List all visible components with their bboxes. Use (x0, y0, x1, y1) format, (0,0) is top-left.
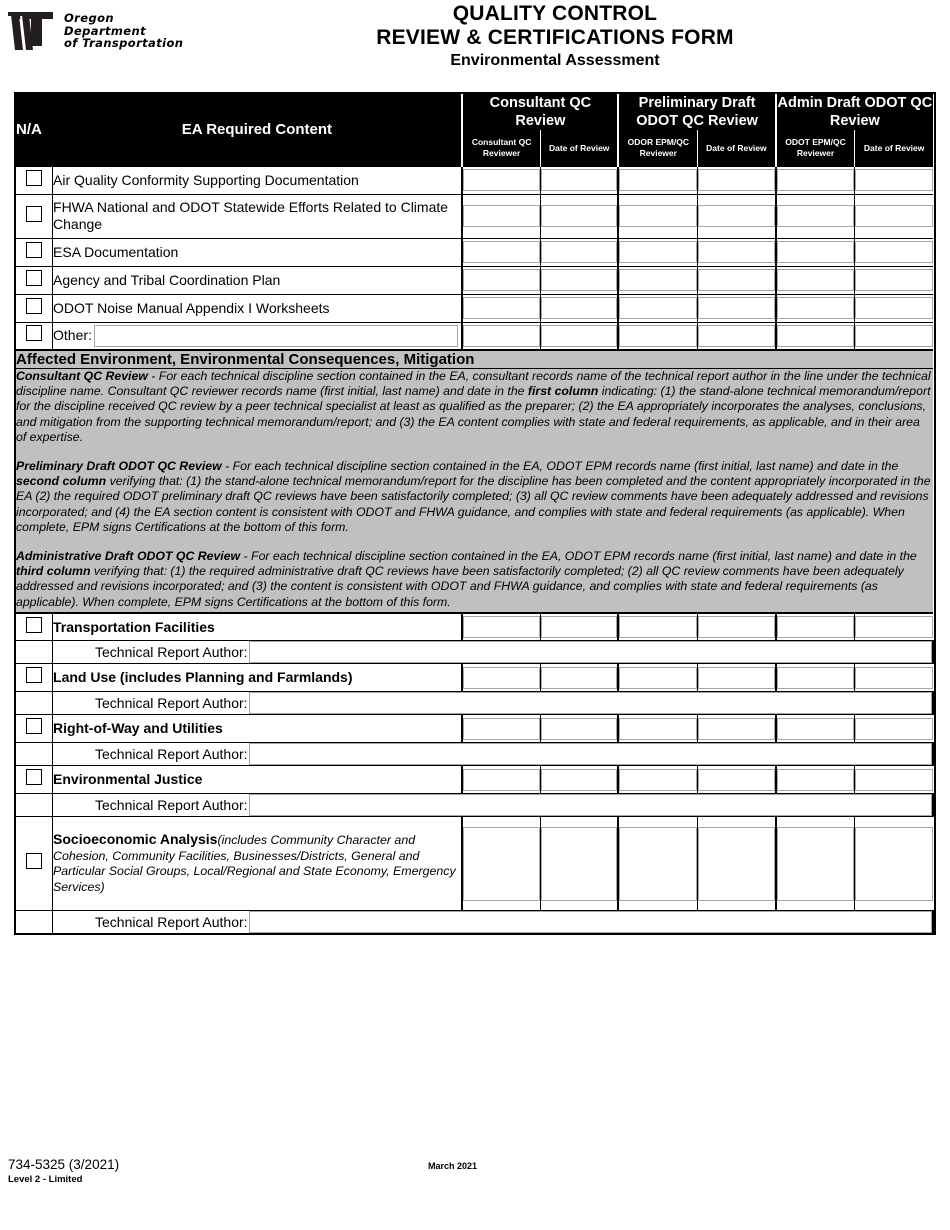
admin-date-cell[interactable] (855, 715, 933, 743)
admin-reviewer-input[interactable] (777, 325, 855, 347)
odot-logo (6, 6, 183, 56)
content-label: Agency and Tribal Coordination Plan (53, 266, 463, 294)
technical-report-author-input[interactable] (249, 692, 932, 714)
header-group-admin-draft-odot-qc-review: Admin Draft ODOT QC Review (777, 95, 933, 129)
prelim-reviewer-cell[interactable] (618, 766, 697, 794)
consultant-date-cell[interactable] (540, 166, 618, 194)
na-checkbox-cell[interactable] (16, 294, 53, 322)
prelim-reviewer-cell[interactable] (618, 294, 697, 322)
admin-date-cell[interactable] (855, 294, 933, 322)
na-checkbox[interactable] (26, 667, 42, 683)
prelim-date-cell[interactable] (698, 294, 776, 322)
content-label: Air Quality Conformity Supporting Documentation (53, 166, 463, 194)
consultant-date-cell[interactable] (540, 266, 618, 294)
other-label: Other: (53, 327, 92, 344)
prelim-reviewer-cell[interactable] (618, 266, 697, 294)
consultant-date-cell[interactable] (540, 194, 618, 238)
technical-report-author-cell (53, 911, 933, 934)
admin-reviewer-input[interactable] (777, 205, 855, 227)
admin-date-input[interactable] (855, 205, 933, 227)
author-row (16, 794, 933, 817)
consultant-reviewer-cell[interactable] (462, 238, 540, 266)
subheader-odot-epm-qc-reviewer: ODOT EPM/QC Reviewer (776, 130, 855, 166)
consultant-reviewer-input[interactable] (463, 325, 540, 347)
prelim-reviewer-cell[interactable] (618, 715, 697, 743)
na-checkbox[interactable] (26, 325, 42, 341)
author-row (16, 641, 933, 664)
prelim-date-cell[interactable] (698, 322, 776, 350)
document-header (0, 0, 950, 88)
na-empty-cell (16, 692, 53, 715)
consultant-date-cell[interactable] (540, 664, 618, 692)
odot-logo-mark (6, 6, 58, 56)
admin-reviewer-input[interactable] (777, 269, 855, 291)
technical-report-author-label: Technical Report Author: (95, 914, 248, 931)
title-line-1: QUALITY CONTROL (452, 2, 658, 25)
prelim-reviewer-cell[interactable] (618, 166, 697, 194)
table-row (16, 166, 933, 194)
consultant-date-cell[interactable] (540, 766, 618, 794)
table-header-group-row (16, 94, 933, 130)
na-checkbox-cell[interactable] (16, 266, 53, 294)
consultant-reviewer-cell[interactable] (462, 194, 540, 238)
logo-line-3: of Transportation (64, 36, 184, 51)
consultant-date-cell[interactable] (540, 322, 618, 350)
prelim-date-input[interactable] (698, 769, 775, 791)
admin-reviewer-cell[interactable] (776, 294, 855, 322)
subheader-consultant-qc-reviewer: Consultant QC Reviewer (462, 130, 540, 166)
technical-report-author-label: Technical Report Author: (95, 695, 248, 712)
instruction-emphasis: third column (16, 564, 91, 579)
page-title (170, 2, 940, 72)
title-line-2: REVIEW & CERTIFICATIONS FORM (376, 26, 734, 49)
prelim-date-input[interactable] (698, 169, 775, 191)
content-label: ESA Documentation (53, 238, 463, 266)
consultant-date-cell[interactable] (540, 238, 618, 266)
header-na: N/A (16, 121, 42, 139)
instruction-administrative-draft-odot-qc-review (16, 549, 933, 610)
discipline-label: Land Use (includes Planning and Farmlands) (53, 664, 463, 692)
discipline-label: Transportation Facilities (53, 613, 463, 641)
technical-report-author-input[interactable] (249, 794, 932, 816)
na-empty-cell (16, 743, 53, 766)
consultant-reviewer-cell[interactable] (462, 817, 540, 911)
admin-date-cell[interactable] (855, 266, 933, 294)
prelim-date-input[interactable] (698, 616, 775, 638)
consultant-date-input[interactable] (541, 325, 618, 347)
table-row (16, 766, 933, 794)
admin-reviewer-input[interactable] (777, 769, 855, 791)
prelim-date-cell[interactable] (698, 664, 776, 692)
prelim-reviewer-cell[interactable] (618, 817, 697, 911)
admin-reviewer-input[interactable] (777, 827, 855, 901)
prelim-date-cell[interactable] (698, 166, 776, 194)
discipline-label: Right-of-Way and Utilities (53, 715, 463, 743)
prelim-reviewer-input[interactable] (619, 269, 697, 291)
consultant-date-input[interactable] (541, 616, 618, 638)
other-text-input[interactable] (94, 325, 458, 347)
consultant-date-cell[interactable] (540, 613, 618, 641)
na-checkbox[interactable] (26, 206, 42, 222)
prelim-reviewer-cell[interactable] (618, 613, 697, 641)
na-checkbox[interactable] (26, 718, 42, 734)
prelim-reviewer-input[interactable] (619, 241, 697, 263)
discipline-label (53, 817, 463, 911)
technical-report-author-input[interactable] (249, 743, 932, 765)
prelim-date-input[interactable] (698, 241, 775, 263)
technical-report-author-input[interactable] (249, 911, 932, 933)
instruction-emphasis: first column (527, 384, 599, 399)
prelim-date-input[interactable] (698, 718, 775, 740)
admin-reviewer-input[interactable] (777, 169, 855, 191)
prelim-date-input[interactable] (698, 667, 775, 689)
table-row (16, 715, 933, 743)
admin-date-cell[interactable] (855, 238, 933, 266)
consultant-date-cell[interactable] (540, 715, 618, 743)
instruction-body-2: verifying that: (1) the stand-alone technical memorandum/report for the discipline has been completed and the content appropriately incorporated in the EA (2) the required ODOT preliminary draft QC reviews have been satisfactorily completed; (3) all QC review comments have been adequately addressed and revisions incorporated; and (4) the EA section content is consistent with ODOT and FHWA guidance, and complies with state and federal requirements (as applicable). When complete, EPM signs Certifications at the bottom of this form. (16, 474, 931, 534)
admin-date-input[interactable] (855, 169, 933, 191)
na-checkbox-cell[interactable] (16, 817, 53, 911)
technical-report-author-cell (53, 794, 933, 817)
prelim-reviewer-input[interactable] (619, 325, 697, 347)
document-footer (8, 1157, 942, 1217)
author-row (16, 911, 933, 934)
admin-date-cell[interactable] (855, 766, 933, 794)
admin-date-input[interactable] (855, 297, 933, 319)
table-row (16, 238, 933, 266)
prelim-reviewer-input[interactable] (619, 616, 697, 638)
na-checkbox-cell[interactable] (16, 715, 53, 743)
instruction-consultant-qc-review (16, 369, 933, 445)
prelim-date-cell[interactable] (698, 613, 776, 641)
footer-date: March 2021 (428, 1161, 478, 1171)
technical-report-author-input[interactable] (249, 641, 932, 663)
consultant-reviewer-cell[interactable] (462, 664, 540, 692)
table-row (16, 194, 933, 238)
qc-review-table (14, 92, 936, 935)
prelim-reviewer-cell[interactable] (618, 238, 697, 266)
prelim-date-cell[interactable] (698, 766, 776, 794)
consultant-reviewer-cell[interactable] (462, 715, 540, 743)
instruction-heading: Administrative Draft ODOT QC Review (16, 549, 241, 564)
table-row (16, 266, 933, 294)
admin-reviewer-input[interactable] (777, 718, 855, 740)
na-checkbox[interactable] (26, 242, 42, 258)
prelim-reviewer-cell[interactable] (618, 664, 697, 692)
instruction-body-1: - For each technical discipline section contained in the EA, ODOT EPM records name (first initial, last name) and date in the (240, 549, 917, 564)
consultant-date-cell[interactable] (540, 294, 618, 322)
odot-logo-text (64, 12, 183, 50)
prelim-reviewer-input[interactable] (619, 667, 697, 689)
admin-date-input[interactable] (855, 616, 933, 638)
technical-report-author-label: Technical Report Author: (95, 746, 248, 763)
table-row (16, 817, 933, 911)
consultant-date-input[interactable] (541, 269, 618, 291)
admin-date-input[interactable] (855, 325, 933, 347)
instruction-body-1: - For each technical discipline section contained in the EA, ODOT EPM records name (first initial, last name) and date in the (221, 459, 899, 474)
consultant-reviewer-input[interactable] (463, 769, 540, 791)
consultant-date-input[interactable] (541, 718, 618, 740)
na-empty-cell (16, 641, 53, 664)
admin-date-cell[interactable] (855, 322, 933, 350)
prelim-date-input[interactable] (698, 827, 775, 901)
prelim-reviewer-input[interactable] (619, 297, 697, 319)
subheader-date-of-review-1: Date of Review (540, 130, 618, 166)
table-row (16, 294, 933, 322)
instructions-block (16, 369, 933, 613)
na-checkbox[interactable] (26, 853, 42, 869)
instruction-heading: Preliminary Draft ODOT QC Review (16, 459, 222, 474)
technical-report-author-cell (53, 641, 933, 664)
logo-line-1: Oregon (64, 11, 114, 26)
instruction-preliminary-draft-odot-qc-review (16, 459, 933, 535)
admin-date-cell[interactable] (855, 194, 933, 238)
author-row (16, 743, 933, 766)
consultant-reviewer-input[interactable] (463, 241, 540, 263)
section-band-title: Affected Environment, Environmental Consequences, Mitigation (16, 350, 933, 369)
instruction-heading: Consultant QC Review (16, 369, 148, 383)
prelim-date-input[interactable] (698, 269, 775, 291)
admin-reviewer-cell[interactable] (776, 715, 855, 743)
section-band-row (16, 350, 933, 369)
na-checkbox-cell[interactable] (16, 194, 53, 238)
consultant-date-input[interactable] (541, 169, 618, 191)
header-group-preliminary-draft-odot-qc-review: Preliminary Draft ODOT QC Review (618, 94, 775, 130)
admin-reviewer-cell[interactable] (776, 613, 855, 641)
consultant-reviewer-input[interactable] (463, 667, 540, 689)
instruction-body-2: verifying that: (1) the required administrative draft QC reviews have been satisfactorily completed; (2) all QC review comments have been adequately addressed and revisions incorporated; and (3) the content is consistent with ODOT and FHWA guidance, and complies with state and federal requirements (as applicable). When complete, EPM signs Certifications at the bottom of this form. (16, 564, 904, 609)
prelim-reviewer-input[interactable] (619, 169, 697, 191)
consultant-reviewer-input[interactable] (463, 269, 540, 291)
consultant-reviewer-cell[interactable] (462, 166, 540, 194)
admin-date-input[interactable] (855, 667, 933, 689)
admin-reviewer-cell[interactable] (776, 166, 855, 194)
na-checkbox-cell[interactable] (16, 166, 53, 194)
admin-date-cell[interactable] (855, 817, 933, 911)
prelim-reviewer-input[interactable] (619, 827, 697, 901)
admin-date-cell[interactable] (855, 166, 933, 194)
na-checkbox[interactable] (26, 769, 42, 785)
consultant-reviewer-cell[interactable] (462, 266, 540, 294)
subheader-date-of-review-2: Date of Review (698, 130, 776, 166)
na-checkbox[interactable] (26, 298, 42, 314)
consultant-date-input[interactable] (541, 667, 618, 689)
footer-form-number: 734-5325 (3/2021) (8, 1157, 120, 1172)
discipline-label: Environmental Justice (53, 766, 463, 794)
discipline-name: Socioeconomic Analysis (53, 831, 218, 848)
consultant-reviewer-input[interactable] (463, 169, 540, 191)
consultant-reviewer-cell[interactable] (462, 766, 540, 794)
admin-reviewer-input[interactable] (777, 241, 855, 263)
consultant-reviewer-input[interactable] (463, 616, 540, 638)
admin-reviewer-input[interactable] (777, 667, 855, 689)
technical-report-author-cell (53, 692, 933, 715)
admin-date-cell[interactable] (855, 664, 933, 692)
admin-reviewer-cell[interactable] (776, 664, 855, 692)
admin-date-input[interactable] (855, 827, 933, 901)
admin-reviewer-cell[interactable] (776, 266, 855, 294)
admin-reviewer-cell[interactable] (776, 238, 855, 266)
prelim-reviewer-cell[interactable] (618, 194, 697, 238)
subheader-odor-epm-qc-reviewer: ODOR EPM/QC Reviewer (618, 130, 697, 166)
admin-date-input[interactable] (855, 269, 933, 291)
subheader-date-of-review-3: Date of Review (855, 130, 933, 166)
prelim-date-cell[interactable] (698, 194, 776, 238)
table-row (16, 664, 933, 692)
na-checkbox-cell[interactable] (16, 766, 53, 794)
prelim-reviewer-input[interactable] (619, 718, 697, 740)
prelim-date-cell[interactable] (698, 266, 776, 294)
consultant-reviewer-input[interactable] (463, 205, 540, 227)
consultant-date-input[interactable] (541, 297, 618, 319)
admin-reviewer-input[interactable] (777, 616, 855, 638)
admin-reviewer-cell[interactable] (776, 322, 855, 350)
prelim-date-cell[interactable] (698, 817, 776, 911)
consultant-date-input[interactable] (541, 241, 618, 263)
logo-line-2: Department (64, 23, 146, 38)
admin-date-cell[interactable] (855, 613, 933, 641)
technical-report-author-label: Technical Report Author: (95, 644, 248, 661)
na-checkbox[interactable] (26, 617, 42, 633)
discipline-description: (includes Community Character and Cohesion, Community Facilities, Businesses/Districts, General and Particular Social Groups, Local/Regional and State Economy, Emergency Services) (53, 833, 456, 894)
na-checkbox-cell[interactable] (16, 664, 53, 692)
consultant-date-input[interactable] (541, 827, 618, 901)
admin-reviewer-cell[interactable] (776, 817, 855, 911)
consultant-reviewer-cell[interactable] (462, 613, 540, 641)
na-empty-cell (16, 794, 53, 817)
na-checkbox[interactable] (26, 170, 42, 186)
na-checkbox-cell[interactable] (16, 613, 53, 641)
consultant-reviewer-cell[interactable] (462, 322, 540, 350)
prelim-reviewer-input[interactable] (619, 205, 697, 227)
instruction-body-2: indicating: (1) the stand-alone technical memorandum/report for the discipline received QC review by a peer technical specialist at least as qualified as the preparer; (2) the EA appropriately incorporates the analyses, conclusions, and mitigation from the supporting technical memorandum/report; and (3) the EA content complies with state and federal requirements, as applicable, and in their area of expertise. (16, 384, 931, 444)
table-row (16, 613, 933, 641)
prelim-date-input[interactable] (698, 205, 775, 227)
technical-report-author-label: Technical Report Author: (95, 797, 248, 814)
admin-date-input[interactable] (855, 718, 933, 740)
consultant-reviewer-input[interactable] (463, 297, 540, 319)
prelim-date-cell[interactable] (698, 238, 776, 266)
instruction-body-1: - For each technical discipline section contained in the EA, consultant records name of the technical report author in the line under the technical discipline name. Consultant QC reviewer records name (first initial, last name) and date in the (16, 369, 931, 399)
instruction-emphasis: second column (16, 474, 107, 489)
instructions-row (16, 369, 933, 613)
consultant-reviewer-input[interactable] (463, 718, 540, 740)
table-row (16, 322, 933, 350)
header-group-consultant-qc-review: Consultant QC Review (462, 94, 618, 130)
content-label: ODOT Noise Manual Appendix I Worksheets (53, 294, 463, 322)
na-empty-cell (16, 911, 53, 934)
admin-reviewer-cell[interactable] (776, 194, 855, 238)
consultant-reviewer-input[interactable] (463, 827, 540, 901)
admin-reviewer-input[interactable] (777, 297, 855, 319)
prelim-reviewer-cell[interactable] (618, 322, 697, 350)
admin-date-input[interactable] (855, 241, 933, 263)
na-checkbox-cell[interactable] (16, 238, 53, 266)
admin-date-input[interactable] (855, 769, 933, 791)
content-label: FHWA National and ODOT Statewide Efforts Related to Climate Change (53, 194, 463, 238)
title-line-3: Environmental Assessment (450, 52, 660, 69)
prelim-date-input[interactable] (698, 325, 775, 347)
header-ea-required-content: EA Required Content (181, 121, 333, 139)
consultant-date-cell[interactable] (540, 817, 618, 911)
na-checkbox[interactable] (26, 270, 42, 286)
prelim-date-input[interactable] (698, 297, 775, 319)
na-checkbox-cell[interactable] (16, 322, 53, 350)
prelim-date-cell[interactable] (698, 715, 776, 743)
other-row-cell (53, 322, 463, 350)
prelim-reviewer-input[interactable] (619, 769, 697, 791)
consultant-date-input[interactable] (541, 769, 618, 791)
footer-level: Level 2 - Limited (8, 1174, 83, 1185)
technical-report-author-cell (53, 743, 933, 766)
consultant-reviewer-cell[interactable] (462, 294, 540, 322)
admin-reviewer-cell[interactable] (776, 766, 855, 794)
consultant-date-input[interactable] (541, 205, 618, 227)
author-row (16, 692, 933, 715)
